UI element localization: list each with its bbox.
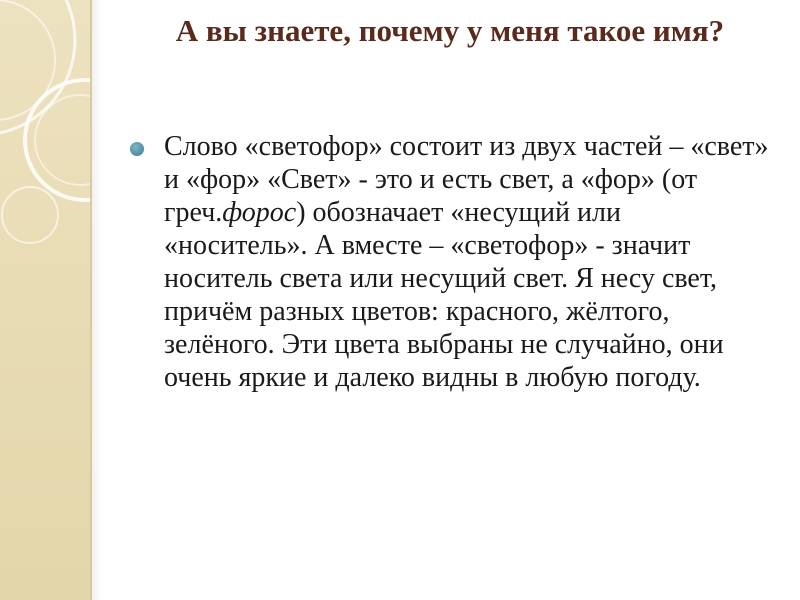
band-shadow [92,0,102,600]
bullet-text-after: ) обозначает «несущий или «носитель». А вместе – «светофор» - значит носитель света или несущий свет. Я несу свет, причём разных цветов: красного, жёлтого, зелёного. Эти цвета выбраны не случайно, они очень яркие и далеко видны в любую погоду. [164,197,724,393]
bullet-icon [130,142,144,156]
decorative-left-band [0,0,90,600]
slide-title: А вы знаете, почему у меня такое имя? [175,13,725,48]
decorative-ring [2,187,58,243]
bullet-paragraph [164,130,770,394]
slide-content [130,130,770,394]
decorative-ring [35,95,90,185]
decorative-ring [0,0,55,120]
bullet-italic-word: форос [222,197,297,228]
decorative-ring [0,0,75,135]
decorative-circles [0,0,90,600]
bullet-text-before: Слово «светофор» состоит из двух частей – «свет» и «фор» «Свет» - это и есть свет, а «фор» (от греч. [164,131,769,228]
